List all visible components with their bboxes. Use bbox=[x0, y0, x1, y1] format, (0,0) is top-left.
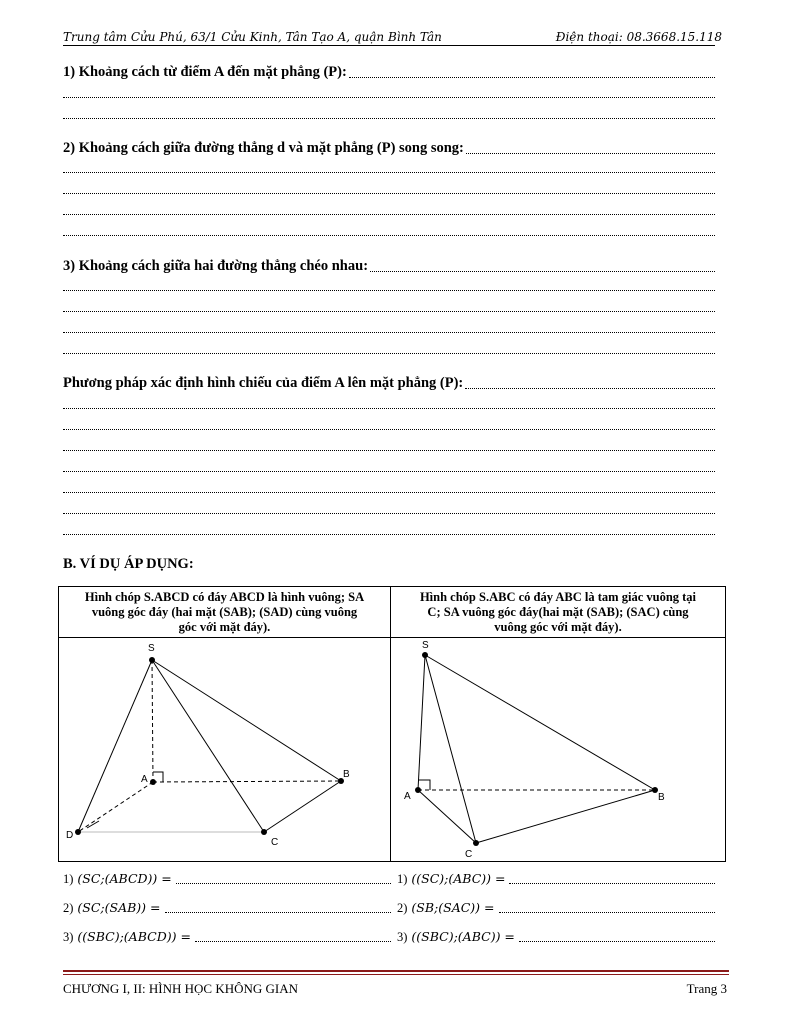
vertex-s bbox=[149, 657, 155, 663]
answer-number: 2) bbox=[397, 901, 408, 915]
answer-expression: ((SC);(ABC)) = bbox=[411, 871, 506, 886]
answer-expression: ((SBC);(ABC)) = bbox=[411, 929, 515, 944]
answer-line[interactable] bbox=[63, 97, 715, 98]
answer-line[interactable] bbox=[63, 311, 715, 312]
footer-chapter: CHƯƠNG I, II: HÌNH HỌC KHÔNG GIAN bbox=[63, 981, 299, 996]
header-rule bbox=[63, 45, 715, 46]
answer-line[interactable] bbox=[370, 271, 715, 272]
question-3 bbox=[63, 258, 715, 275]
edge-ab bbox=[153, 781, 341, 782]
answer-line[interactable] bbox=[499, 912, 716, 913]
question-1-label: 1) Khoảng cách từ điểm A đến mặt phẳng (P): bbox=[63, 64, 347, 80]
answer-number: 1) bbox=[397, 872, 408, 886]
answer-right-1 bbox=[397, 871, 715, 887]
label-d: D bbox=[66, 830, 74, 841]
vertex-c bbox=[473, 840, 479, 846]
answer-line[interactable] bbox=[509, 883, 715, 884]
footer-rule bbox=[63, 974, 729, 975]
label-s: S bbox=[422, 640, 429, 651]
edge-sc bbox=[152, 660, 264, 832]
answer-line[interactable] bbox=[63, 450, 715, 451]
answer-right-2 bbox=[397, 900, 715, 916]
answer-line[interactable] bbox=[349, 77, 715, 78]
label-c: C bbox=[271, 837, 279, 848]
vertex-a bbox=[415, 787, 421, 793]
question-3-label: 3) Khoảng cách giữa hai đường thẳng chéo nhau: bbox=[63, 258, 369, 274]
answer-expression: (SC;(SAB)) = bbox=[77, 900, 161, 915]
answer-right-3 bbox=[397, 929, 715, 945]
answer-line[interactable] bbox=[176, 883, 391, 884]
question-2 bbox=[63, 140, 715, 157]
left-header-line: vuông góc đáy (hai mặt (SAB); (SAD) cùng vuông bbox=[91, 605, 358, 619]
edge-sb bbox=[425, 655, 655, 790]
label-a: A bbox=[141, 774, 148, 785]
answer-line[interactable] bbox=[63, 492, 715, 493]
answer-line[interactable] bbox=[63, 172, 715, 173]
question-1 bbox=[63, 64, 715, 81]
answer-expression: (SB;(SAC)) = bbox=[411, 900, 495, 915]
edge-sc bbox=[425, 655, 476, 843]
answer-left-1 bbox=[63, 871, 391, 887]
label-a: A bbox=[404, 791, 411, 802]
label-c: C bbox=[465, 849, 473, 860]
answer-expression: (SC;(ABCD)) = bbox=[77, 871, 172, 886]
question-projection-label: Phương pháp xác định hình chiếu của điểm A lên mặt phẳng (P): bbox=[63, 375, 464, 391]
label-b: B bbox=[343, 769, 350, 780]
left-cell-header bbox=[59, 590, 390, 635]
answer-line[interactable] bbox=[63, 513, 715, 514]
right-header-line: C; SA vuông góc đáy(hai mặt (SAB); (SAC) cùng bbox=[427, 605, 689, 619]
right-header-line: vuông góc với mặt đáy). bbox=[494, 620, 622, 634]
answer-line[interactable] bbox=[63, 429, 715, 430]
answer-line[interactable] bbox=[63, 471, 715, 472]
label-b: B bbox=[658, 792, 665, 803]
answer-line[interactable] bbox=[63, 193, 715, 194]
answer-line[interactable] bbox=[165, 912, 392, 913]
answer-expression: ((SBC);(ABCD)) = bbox=[77, 929, 191, 944]
answer-line[interactable] bbox=[63, 290, 715, 291]
answer-line[interactable] bbox=[63, 408, 715, 409]
left-header-line: Hình chóp S.ABCD có đáy ABCD là hình vuông; SA bbox=[84, 590, 365, 604]
vertex-d bbox=[75, 829, 81, 835]
edge-ac bbox=[418, 790, 476, 843]
footer-page-number: Trang 3 bbox=[686, 981, 727, 996]
header-phone: Điện thoại: 08.3668.15.118 bbox=[555, 30, 722, 44]
answer-line[interactable] bbox=[465, 388, 715, 389]
edge-cb bbox=[264, 781, 341, 832]
answer-number: 1) bbox=[63, 872, 74, 886]
right-cell-header bbox=[391, 590, 725, 635]
edge-sb bbox=[152, 660, 341, 781]
right-header-line: Hình chóp S.ABC có đáy ABC là tam giác vuông tại bbox=[419, 590, 697, 604]
answer-line[interactable] bbox=[63, 214, 715, 215]
answer-number: 3) bbox=[63, 930, 74, 944]
answer-line[interactable] bbox=[63, 235, 715, 236]
answer-left-3 bbox=[63, 929, 391, 945]
pyramid-sabc-figure bbox=[391, 638, 725, 861]
label-s: S bbox=[148, 643, 155, 654]
edge-cb bbox=[476, 790, 655, 843]
vertex-c bbox=[261, 829, 267, 835]
section-b-title: B. VÍ DỤ ÁP DỤNG: bbox=[63, 556, 194, 572]
answer-line[interactable] bbox=[63, 332, 715, 333]
footer-rule bbox=[63, 970, 729, 972]
left-header-line: góc với mặt đáy). bbox=[178, 620, 271, 634]
vertex-a bbox=[150, 779, 156, 785]
answer-line[interactable] bbox=[466, 153, 715, 154]
edge-sa bbox=[152, 660, 153, 782]
edge-sa bbox=[418, 655, 425, 790]
answer-line[interactable] bbox=[63, 353, 715, 354]
vertex-s bbox=[422, 652, 428, 658]
answer-line[interactable] bbox=[63, 118, 715, 119]
edge-sd bbox=[78, 660, 152, 832]
answer-number: 3) bbox=[397, 930, 408, 944]
answer-line[interactable] bbox=[195, 941, 391, 942]
answer-line[interactable] bbox=[63, 534, 715, 535]
answer-number: 2) bbox=[63, 901, 74, 915]
question-2-label: 2) Khoảng cách giữa đường thẳng d và mặt phẳng (P) song song: bbox=[63, 140, 464, 156]
right-angle-mark bbox=[419, 780, 430, 790]
header-address: Trung tâm Cửu Phú, 63/1 Cửu Kinh, Tân Tạo A, quận Bình Tân bbox=[63, 30, 442, 44]
answer-left-2 bbox=[63, 900, 391, 916]
pyramid-sabcd-figure bbox=[59, 638, 390, 861]
answer-line[interactable] bbox=[519, 941, 715, 942]
question-projection bbox=[63, 375, 715, 392]
